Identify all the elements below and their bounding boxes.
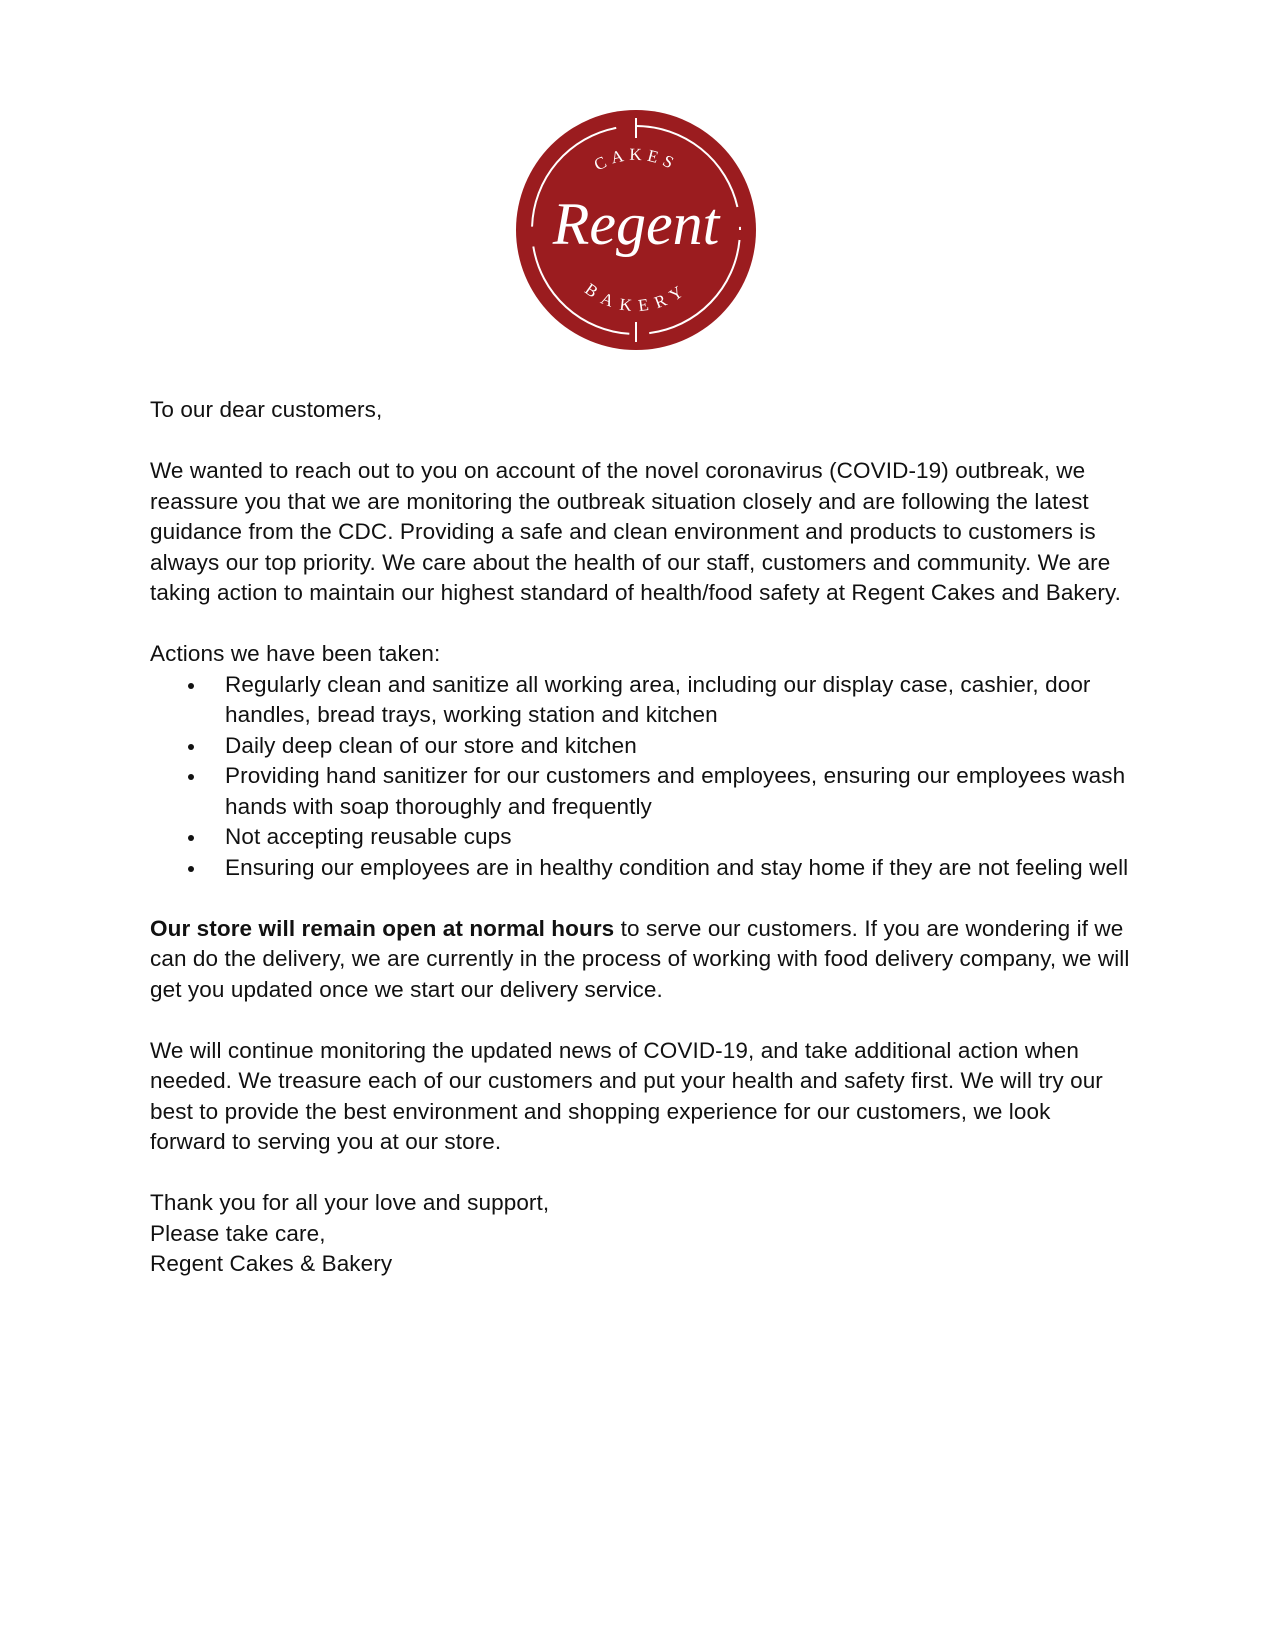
- intro-paragraph: We wanted to reach out to you on account of the novel coronavirus (COVID-19) outbreak, we reassure you that we are monitoring the outbreak situation closely and are following the latest guidance from the CDC. Providing a safe and clean environment and products to customers is always our top priority. We care about the health of our staff, customers and community. We are taking action to maintain our highest standard of health/food safety at Regent Cakes and Bakery.: [150, 458, 1122, 605]
- bullet-icon: [188, 774, 194, 780]
- monitoring-paragraph: We will continue monitoring the updated news of COVID-19, and take additional action when needed. We treasure each of our customers and put your health and safety first. We will try our best to provide the best environment and shopping experience for our customers, we look forward to serving you at our store.: [150, 1037, 1103, 1154]
- store-hours-bold: Our store will remain open at normal hours: [150, 915, 615, 941]
- regent-logo: [514, 108, 758, 352]
- action-text: Not accepting reusable cups: [225, 824, 512, 849]
- greeting: To our dear customers,: [150, 397, 383, 422]
- actions-heading: Actions we have been taken:: [150, 641, 441, 666]
- bullet-icon: [188, 866, 194, 872]
- letter-body: [150, 395, 1130, 1280]
- action-text: Daily deep clean of our store and kitchen: [225, 732, 637, 758]
- bullet-icon: [188, 683, 194, 689]
- action-item: [150, 670, 1130, 731]
- action-item: [150, 853, 1130, 884]
- actions-list: [150, 670, 1130, 884]
- bullet-icon: [188, 744, 194, 750]
- logo-main-text: Regent: [552, 191, 720, 257]
- logo-seal: [514, 108, 758, 352]
- action-item: [150, 822, 1130, 853]
- store-hours-paragraph: [150, 914, 1130, 1006]
- logo-bottom-text: BAKERY: [581, 279, 691, 316]
- closing-line-2: Please take care,: [150, 1220, 326, 1246]
- action-text: Providing hand sanitizer for our customers and employees, ensuring our employees wash hands with soap thoroughly and frequently: [225, 763, 1126, 819]
- store-hours-rest: to serve our customers. If you are wondering if we can do the delivery, we are currently in the process of working with food delivery company, we will get you updated once we start our delivery service.: [150, 915, 1130, 1002]
- action-text: Regularly clean and sanitize all working area, including our display case, cashier, door handles, bread trays, working station and kitchen: [225, 671, 1091, 727]
- action-item: [150, 731, 1130, 762]
- closing-line-1: Thank you for all your love and support,: [150, 1190, 550, 1215]
- bullet-icon: [188, 835, 194, 841]
- action-text: Ensuring our employees are in healthy condition and stay home if they are not feeling well: [225, 854, 1129, 880]
- signature: Regent Cakes & Bakery: [150, 1251, 393, 1276]
- logo-top-text: CAKES: [590, 144, 682, 175]
- action-item: [150, 761, 1130, 822]
